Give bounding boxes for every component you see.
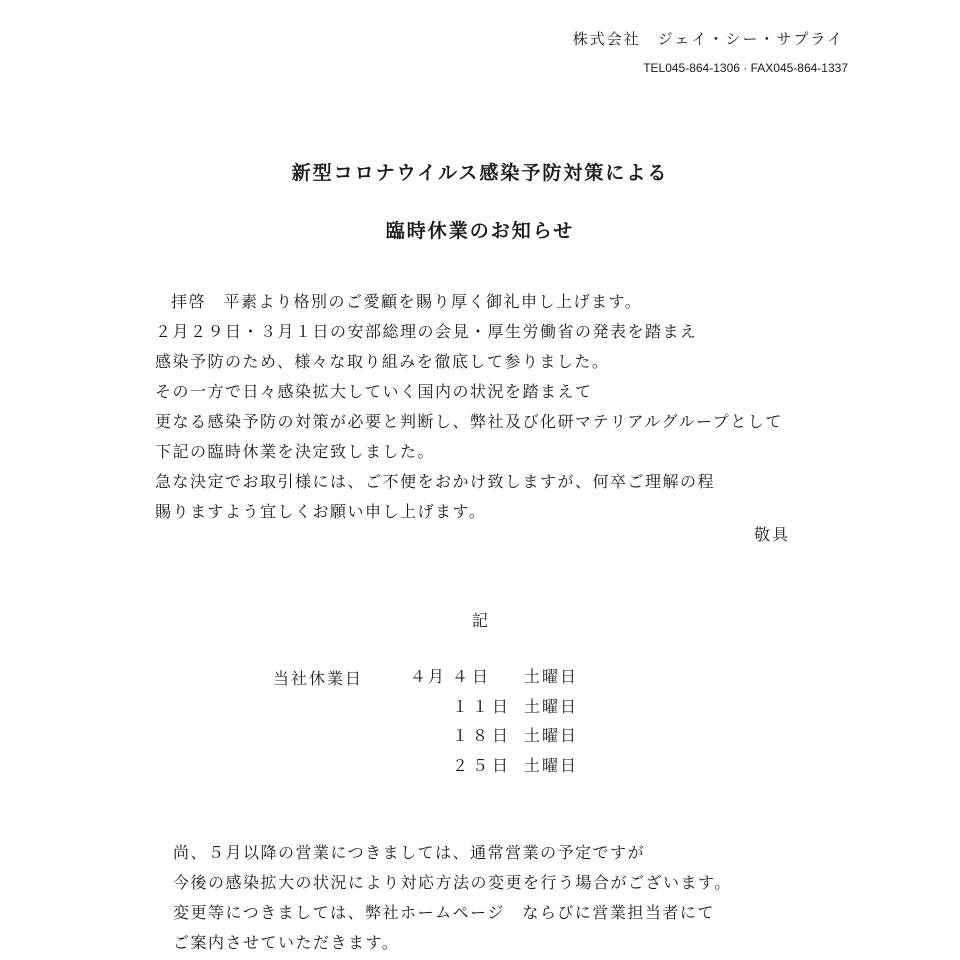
note-line: 変更等につきましては、弊社ホームページ ならびに営業担当者にて xyxy=(173,903,715,922)
holiday-day: １８日 xyxy=(452,726,513,745)
holiday-day: １１日 xyxy=(452,697,513,716)
body-line: 拝啓 平素より格別のご愛顧を賜り厚く御礼申し上げます。 xyxy=(171,292,643,311)
note-line: 今後の感染拡大の状況により対応方法の変更を行う場合がございます。 xyxy=(173,873,732,892)
body-line: 下記の臨時休業を決定致しました。 xyxy=(155,442,436,461)
holiday-weekday: 土曜日 xyxy=(524,697,579,716)
holiday-weekday: 土曜日 xyxy=(524,726,579,745)
body-line: 更なる感染予防の対策が必要と判断し、弊社及び化研マテリアルグループとして xyxy=(155,412,783,431)
body-line: その一方で日々感染拡大していく国内の状況を踏まえて xyxy=(155,382,593,401)
contact-numbers: TEL045-864-1306 · FAX045-864-1337 xyxy=(643,61,848,75)
holiday-day: ４日 xyxy=(452,667,493,686)
ki-heading: 記 xyxy=(472,611,489,630)
company-name: 株式会社 ジェイ・シー・サプライ xyxy=(572,30,844,48)
note-section xyxy=(173,838,873,958)
closing-salutation: 敬具 xyxy=(754,525,791,544)
holiday-label: 当社休業日 xyxy=(273,669,364,688)
holiday-month: ４月 xyxy=(410,667,447,686)
notice-title-line-2: 臨時休業のお知らせ xyxy=(385,220,575,242)
notice-title-line-1: 新型コロナウイルス感染予防対策による xyxy=(291,162,669,184)
body-line: ２月２９日・３月１日の安部総理の会見・厚生労働省の発表を踏まえ xyxy=(155,322,698,341)
note-line: ご案内させていただきます。 xyxy=(173,933,400,952)
body-line: 急な決定でお取引様には、ご不便をおかけ致しますが、何卒ご理解の程 xyxy=(155,472,716,491)
body-line: 賜りますよう宜しくお願い申し上げます。 xyxy=(155,502,487,521)
holiday-day: ２５日 xyxy=(452,756,513,775)
holiday-weekday: 土曜日 xyxy=(524,756,579,775)
body-line: 感染予防のため、様々な取り組みを徹底して参りました。 xyxy=(155,352,610,371)
holiday-weekday: 土曜日 xyxy=(524,667,579,686)
note-line: 尚、５月以降の営業につきましては、通常営業の予定ですが xyxy=(173,843,646,862)
notice-body xyxy=(155,287,855,527)
